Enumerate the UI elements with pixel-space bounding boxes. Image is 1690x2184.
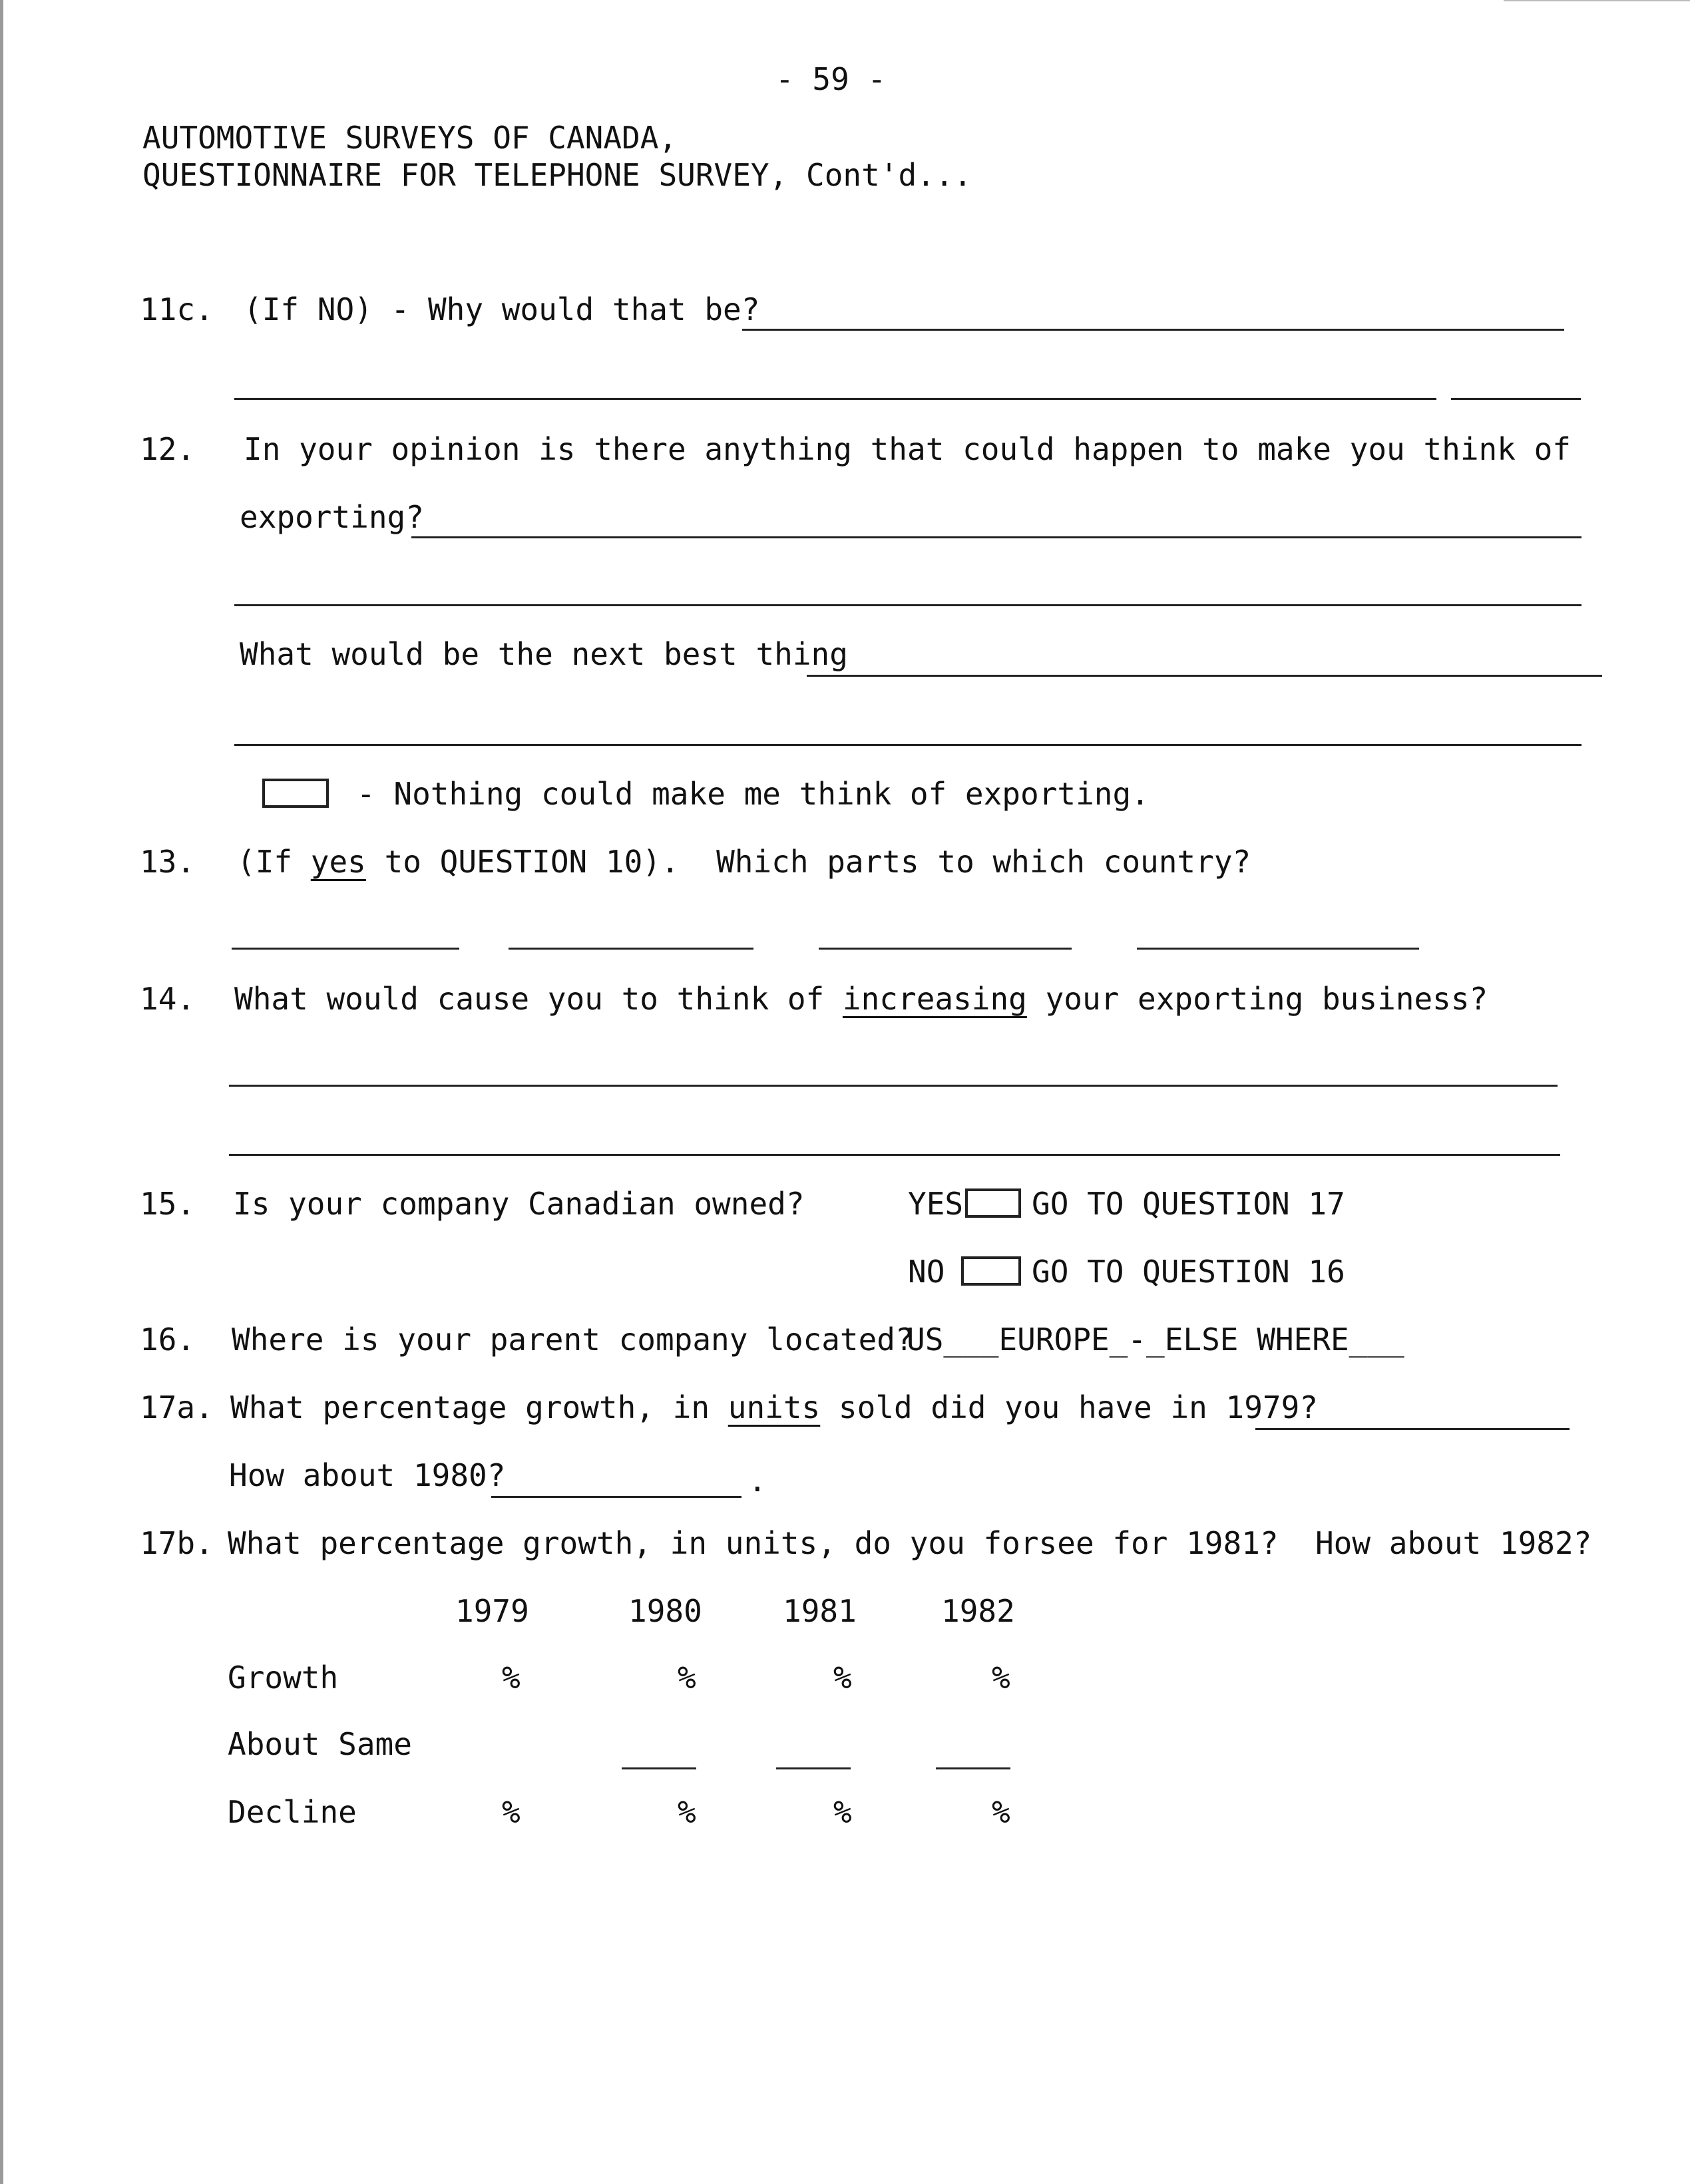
q12-answer-line-2[interactable]: [234, 604, 1582, 606]
about-same-1981-line[interactable]: [776, 1767, 851, 1769]
table-year-1980: 1980: [628, 1593, 702, 1629]
q13-text: (If yes to QUESTION 10). Which parts to which country?: [237, 844, 1251, 880]
q14-answer-line-1[interactable]: [229, 1085, 1558, 1087]
about-same-1980-line[interactable]: [622, 1767, 696, 1769]
q11c-answer-line-1[interactable]: [742, 329, 1564, 331]
q15-yes-goto: GO TO QUESTION 17: [1032, 1186, 1345, 1222]
q12-nothing-checkbox[interactable]: [262, 779, 329, 808]
q12-next-best-line-2[interactable]: [234, 744, 1582, 746]
q12-next-best-line-1[interactable]: [807, 675, 1602, 677]
q15-no-goto: GO TO QUESTION 16: [1032, 1254, 1345, 1290]
q12-next-best-text: What would be the next best thing: [240, 636, 848, 672]
q14-text: What would cause you to think of increasing your exporting business?: [234, 981, 1488, 1017]
q14-answer-line-2[interactable]: [229, 1154, 1560, 1156]
q15-yes-checkbox[interactable]: [965, 1188, 1021, 1218]
scan-top-edge: [1504, 0, 1690, 1]
row-label-about-same: About Same: [228, 1726, 412, 1762]
decline-1981-cell[interactable]: %: [833, 1794, 852, 1830]
table-year-1982: 1982: [941, 1593, 1015, 1629]
table-year-1981: 1981: [783, 1593, 857, 1629]
q13-answer-line-2[interactable]: [509, 948, 753, 950]
q13-answer-line-3[interactable]: [819, 948, 1072, 950]
q12-number: 12.: [140, 431, 196, 467]
q12-nothing-label: - Nothing could make me think of exporting.: [357, 776, 1150, 812]
q15-number: 15.: [140, 1186, 196, 1222]
q12-text-2: exporting?: [240, 499, 424, 535]
q17a-1979-answer-line[interactable]: [1255, 1428, 1570, 1430]
growth-1981-cell[interactable]: %: [833, 1660, 852, 1696]
about-same-1982-line[interactable]: [936, 1767, 1010, 1769]
scan-left-edge: [0, 0, 3, 2184]
q15-yes-label: YES: [908, 1186, 964, 1222]
q11c-text: (If NO) - Why would that be?: [244, 291, 760, 327]
q17a-1980-answer-line[interactable]: [491, 1496, 741, 1498]
q16-text: Where is your parent company located?: [232, 1322, 914, 1358]
decline-1979-cell[interactable]: %: [502, 1794, 521, 1830]
q11c-answer-line-2b[interactable]: [1451, 398, 1581, 400]
page-number: - 59 -: [775, 61, 887, 97]
q16-number: 16.: [140, 1322, 196, 1358]
q17b-text: What percentage growth, in units, do you forsee for 1981? How about 1982?: [228, 1525, 1592, 1561]
q14-number: 14.: [140, 981, 196, 1017]
q11c-answer-line-2[interactable]: [234, 398, 1436, 400]
header-line-1: AUTOMOTIVE SURVEYS OF CANADA,: [142, 120, 678, 156]
decline-1980-cell[interactable]: %: [678, 1794, 696, 1830]
growth-1980-cell[interactable]: %: [678, 1660, 696, 1696]
q15-text: Is your company Canadian owned?: [233, 1186, 805, 1222]
table-year-1979: 1979: [455, 1593, 529, 1629]
q13-answer-line-4[interactable]: [1137, 948, 1419, 950]
row-label-decline: Decline: [228, 1794, 357, 1830]
q15-no-checkbox[interactable]: [961, 1256, 1021, 1286]
growth-1979-cell[interactable]: %: [502, 1660, 521, 1696]
q17a-text: What percentage growth, in units sold did you have in 1979?: [230, 1389, 1318, 1425]
decline-1982-cell[interactable]: %: [992, 1794, 1010, 1830]
q13-number: 13.: [140, 844, 196, 880]
q11c-number: 11c.: [140, 291, 214, 327]
row-label-growth: Growth: [228, 1660, 339, 1696]
header-line-2: QUESTIONNAIRE FOR TELEPHONE SURVEY, Cont'd...: [142, 157, 972, 193]
growth-1982-cell[interactable]: %: [992, 1660, 1010, 1696]
q12-answer-line-1[interactable]: [411, 536, 1582, 538]
q15-no-label: NO: [908, 1254, 945, 1290]
q17b-number: 17b.: [140, 1525, 214, 1561]
q17a-number: 17a.: [140, 1389, 214, 1425]
q16-location-options[interactable]: US___EUROPE_-_ELSE WHERE___: [907, 1322, 1404, 1358]
q13-answer-line-1[interactable]: [232, 948, 459, 950]
q17a-text-2: How about 1980?: [229, 1457, 506, 1493]
q12-text: In your opinion is there anything that could happen to make you think of: [244, 431, 1571, 467]
q17a-period: .: [748, 1463, 767, 1499]
